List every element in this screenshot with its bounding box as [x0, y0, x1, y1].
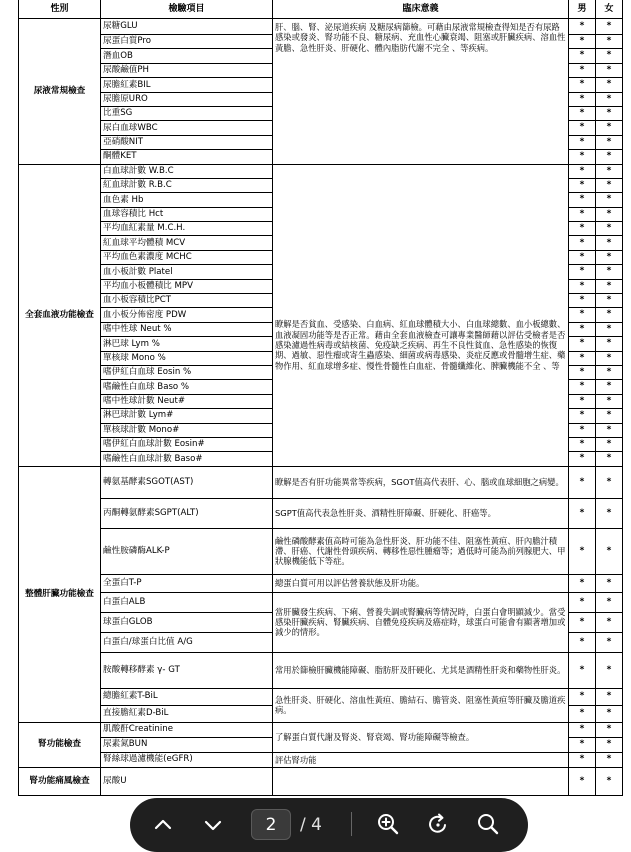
- female-mark: *: [596, 466, 623, 498]
- item-name: 平均血色素濃度 MCHC: [101, 250, 273, 264]
- female-mark: *: [596, 250, 623, 264]
- female-mark: *: [596, 409, 623, 423]
- header-category: 性別: [19, 0, 101, 19]
- male-mark: *: [569, 612, 596, 632]
- female-mark: *: [596, 705, 623, 722]
- item-name: 尿膽原URO: [101, 92, 273, 106]
- male-mark: *: [569, 722, 596, 737]
- female-mark: *: [596, 423, 623, 437]
- page-number-input[interactable]: 2: [251, 809, 291, 840]
- item-name: 單核球計數 Mono#: [101, 423, 273, 437]
- female-mark: *: [596, 63, 623, 77]
- female-mark: *: [596, 528, 623, 574]
- table-row: [19, 498, 623, 528]
- female-mark: *: [596, 380, 623, 394]
- desc-liver-sgot: 瞭解是否有肝功能異常等疾病，SGOT值高代表肝、心、腦或血球細胞之病變。: [273, 466, 569, 498]
- male-mark: *: [569, 351, 596, 365]
- zoom-in-button[interactable]: [373, 809, 403, 839]
- female-mark: *: [596, 236, 623, 250]
- item-name: 肌酸酐Creatinine: [101, 722, 273, 737]
- male-mark: *: [569, 574, 596, 592]
- male-mark: *: [569, 737, 596, 752]
- table-row: [19, 466, 623, 498]
- header-item: 檢驗項目: [101, 0, 273, 19]
- male-mark: *: [569, 250, 596, 264]
- table-row: [19, 752, 623, 767]
- female-mark: *: [596, 394, 623, 408]
- table-row: [19, 164, 623, 178]
- item-name: 胺酸轉移酵素 γ- GT: [101, 652, 273, 688]
- male-mark: *: [569, 528, 596, 574]
- item-name: 鹼性胺磷酶ALK-P: [101, 528, 273, 574]
- table-body: [19, 19, 623, 796]
- male-mark: *: [569, 466, 596, 498]
- male-mark: *: [569, 164, 596, 178]
- category-urine: 尿液常規檢查: [19, 19, 101, 165]
- table-row: [19, 688, 623, 705]
- item-name: 紅血球平均體積 MCV: [101, 236, 273, 250]
- toolbar-divider: [351, 812, 352, 836]
- item-name: 淋巴球計數 Lym#: [101, 409, 273, 423]
- male-mark: *: [569, 452, 596, 466]
- male-mark: *: [569, 767, 596, 795]
- male-mark: *: [569, 322, 596, 336]
- male-mark: *: [569, 178, 596, 192]
- male-mark: *: [569, 294, 596, 308]
- table-row: [19, 528, 623, 574]
- category-gout: 腎功能痛風檢查: [19, 767, 101, 795]
- male-mark: *: [569, 705, 596, 722]
- table-header-row: [19, 0, 623, 19]
- male-mark: *: [569, 632, 596, 652]
- item-name: 紅血球計數 R.B.C: [101, 178, 273, 192]
- item-name: 血小板容積比PCT: [101, 294, 273, 308]
- male-mark: *: [569, 265, 596, 279]
- male-mark: *: [569, 437, 596, 451]
- item-name: 比重SG: [101, 106, 273, 120]
- desc-urine: 肝、腦、腎、泌尿道疾病 及糖尿病篩檢。可藉由尿液常規檢查得知是否有尿路感染或發炎、腎功能不良、糖尿病、充血性心臟衰竭、阻塞或肝臟疾病、溶血性黃膽、急性肝炎、肝硬化、體內脂肪代謝不完全 、等疾病。: [273, 19, 569, 165]
- male-mark: *: [569, 35, 596, 49]
- female-mark: *: [596, 574, 623, 592]
- female-mark: *: [596, 178, 623, 192]
- male-mark: *: [569, 337, 596, 351]
- item-name: 血小板計數 Platel: [101, 265, 273, 279]
- item-name: 尿膽紅素BIL: [101, 78, 273, 92]
- item-name: 潛血OB: [101, 49, 273, 63]
- female-mark: *: [596, 222, 623, 236]
- header-meaning: 臨床意義: [273, 0, 569, 19]
- item-name: 嗜中性球計數 Neut#: [101, 394, 273, 408]
- male-mark: *: [569, 121, 596, 135]
- chevron-up-icon: [153, 815, 173, 835]
- male-mark: *: [569, 49, 596, 63]
- female-mark: *: [596, 688, 623, 705]
- female-mark: *: [596, 351, 623, 365]
- female-mark: *: [596, 193, 623, 207]
- male-mark: *: [569, 498, 596, 528]
- item-name: 血小板分佈密度 PDW: [101, 308, 273, 322]
- desc-gout: [273, 767, 569, 795]
- desc-blood: 瞭解是否貧血、受感染、白血病、紅血球體積大小、白血球總數、血小板總數、血液凝固功能等是否正常。藉由全套血液檢查可讓專業醫師藉以評估受檢者是否感染濾過性病毒或結核菌、免疫缺乏疾病、再生不良性貧血、急性感染的恢復期、過敏、惡性瘤或寄生蟲感染、細菌或病毒感染、炎症反應或骨髓增生症、藥物作用、紅血球增多症、慢性骨髓性白血症、骨髓纖維化、脾臟機能不全 、等: [273, 164, 569, 466]
- desc-kidney-egfr: 評估腎功能: [273, 752, 569, 767]
- rotate-icon: [426, 812, 450, 836]
- female-mark: *: [596, 337, 623, 351]
- item-name: 總膽紅素T-BiL: [101, 688, 273, 705]
- female-mark: *: [596, 365, 623, 379]
- item-name: 白蛋白ALB: [101, 592, 273, 612]
- female-mark: *: [596, 322, 623, 336]
- item-name: 尿白血球WBC: [101, 121, 273, 135]
- desc-liver-ggt: 常用於篩檢肝臟機能障礙、脂肪肝及肝硬化、尤其是酒精性肝炎和藥物性肝炎。: [273, 652, 569, 688]
- male-mark: *: [569, 592, 596, 612]
- zoom-in-icon: [376, 812, 400, 836]
- item-name: 白蛋白/球蛋白比值 A/G: [101, 632, 273, 652]
- search-icon: [476, 812, 500, 836]
- item-name: 丙酮轉氨酵素SGPT(ALT): [101, 498, 273, 528]
- male-mark: *: [569, 19, 596, 35]
- category-liver: 整體肝臟功能檢查: [19, 466, 101, 722]
- item-name: 亞硝酸NIT: [101, 135, 273, 149]
- male-mark: *: [569, 652, 596, 688]
- female-mark: *: [596, 78, 623, 92]
- desc-liver-protein: 當肝臟發生疾病、下痢、營養失調或腎臟病等情況時，白蛋白會明顯減少。當受感染肝臟疾病、腎臟疾病、自體免疫疾病及癌症時，球蛋白可能會有顯著增加或減少的情形。: [273, 592, 569, 652]
- header-female: 女: [596, 0, 623, 19]
- male-mark: *: [569, 409, 596, 423]
- female-mark: *: [596, 106, 623, 120]
- female-mark: *: [596, 612, 623, 632]
- female-mark: *: [596, 737, 623, 752]
- table-row: [19, 722, 623, 737]
- male-mark: *: [569, 308, 596, 322]
- female-mark: *: [596, 135, 623, 149]
- table-row: [19, 592, 623, 612]
- rotate-button[interactable]: [423, 809, 453, 839]
- female-mark: *: [596, 452, 623, 466]
- male-mark: *: [569, 207, 596, 221]
- female-mark: *: [596, 767, 623, 795]
- male-mark: *: [569, 236, 596, 250]
- item-name: 腎絲球過濾機能(eGFR): [101, 752, 273, 767]
- item-name: 酮體KET: [101, 150, 273, 164]
- item-name: 尿酸鹼值PH: [101, 63, 273, 77]
- desc-liver-alkp: 鹼性磷酸酵素值高時可能為急性肝炎、肝功能不佳、阻塞性黃疸、肝內膽汁積滯、肝癌、代謝性骨頭疾病、轉移性惡性腫瘤等；過低時可能為前列腺肥大、甲狀腺機能低下等症。: [273, 528, 569, 574]
- male-mark: *: [569, 394, 596, 408]
- male-mark: *: [569, 423, 596, 437]
- female-mark: *: [596, 265, 623, 279]
- male-mark: *: [569, 365, 596, 379]
- female-mark: *: [596, 164, 623, 178]
- desc-kidney: 了解蛋白質代謝及腎炎、腎衰竭、腎功能障礙等檢查。: [273, 722, 569, 752]
- male-mark: *: [569, 92, 596, 106]
- item-name: 嗜鹼性白血球計數 Baso#: [101, 452, 273, 466]
- female-mark: *: [596, 294, 623, 308]
- item-name: 白血球計數 W.B.C: [101, 164, 273, 178]
- male-mark: *: [569, 150, 596, 164]
- item-name: 尿蛋白質Pro: [101, 35, 273, 49]
- item-name: 平均血小板體積比 MPV: [101, 279, 273, 293]
- female-mark: *: [596, 652, 623, 688]
- item-name: 血球容積比 Hct: [101, 207, 273, 221]
- item-name: 淋巴球 Lym %: [101, 337, 273, 351]
- female-mark: *: [596, 437, 623, 451]
- header-male: 男: [569, 0, 596, 19]
- table-row: [19, 19, 623, 35]
- desc-liver-bil: 急性肝炎、肝硬化、溶血性黃疸、膽結石、膽管炎、阻塞性黃疸等肝臟及膽道疾病。: [273, 688, 569, 722]
- male-mark: *: [569, 279, 596, 293]
- female-mark: *: [596, 279, 623, 293]
- table-row: [19, 574, 623, 592]
- female-mark: *: [596, 308, 623, 322]
- item-name: 嗜伊紅白血球計數 Eosin#: [101, 437, 273, 451]
- desc-liver-sgpt: SGPT值高代表急性肝炎、酒精性肝障礙、肝硬化、肝癌等。: [273, 498, 569, 528]
- female-mark: *: [596, 19, 623, 35]
- page-total-label: / 4: [300, 815, 322, 835]
- female-mark: *: [596, 722, 623, 737]
- next-page-button[interactable]: [198, 810, 228, 840]
- female-mark: *: [596, 121, 623, 135]
- chevron-down-icon: [203, 815, 223, 835]
- table-row: [19, 767, 623, 795]
- previous-page-button[interactable]: [148, 810, 178, 840]
- male-mark: *: [569, 222, 596, 236]
- item-name: 平均血紅素量 M.C.H.: [101, 222, 273, 236]
- category-kidney: 腎功能檢查: [19, 722, 101, 767]
- item-name: 尿糖GLU: [101, 19, 273, 35]
- female-mark: *: [596, 35, 623, 49]
- male-mark: *: [569, 78, 596, 92]
- desc-liver-tp: 總蛋白質可用以評估營養狀態及肝功能。: [273, 574, 569, 592]
- item-name: 嗜伊紅白血球 Eosin %: [101, 365, 273, 379]
- item-name: 嗜中性球 Neut %: [101, 322, 273, 336]
- female-mark: *: [596, 49, 623, 63]
- male-mark: *: [569, 193, 596, 207]
- male-mark: *: [569, 380, 596, 394]
- item-name: 全蛋白T-P: [101, 574, 273, 592]
- item-name: 尿酸U: [101, 767, 273, 795]
- female-mark: *: [596, 498, 623, 528]
- female-mark: *: [596, 592, 623, 612]
- female-mark: *: [596, 752, 623, 767]
- item-name: 尿素氮BUN: [101, 737, 273, 752]
- item-name: 嗜鹼性白血球 Baso %: [101, 380, 273, 394]
- female-mark: *: [596, 150, 623, 164]
- male-mark: *: [569, 135, 596, 149]
- item-name: 球蛋白GLOB: [101, 612, 273, 632]
- table-row: [19, 652, 623, 688]
- search-button[interactable]: [473, 809, 503, 839]
- category-blood: 全套血液功能檢查: [19, 164, 101, 466]
- male-mark: *: [569, 752, 596, 767]
- item-name: 單核球 Mono %: [101, 351, 273, 365]
- document-page: [18, 0, 622, 796]
- male-mark: *: [569, 688, 596, 705]
- pdf-viewer-toolbar: [130, 798, 528, 852]
- item-name: 直接膽紅素D-BiL: [101, 705, 273, 722]
- male-mark: *: [569, 106, 596, 120]
- item-name: 血色素 Hb: [101, 193, 273, 207]
- item-name: 轉氨基酵素SGOT(AST): [101, 466, 273, 498]
- male-mark: *: [569, 63, 596, 77]
- female-mark: *: [596, 207, 623, 221]
- female-mark: *: [596, 632, 623, 652]
- female-mark: *: [596, 92, 623, 106]
- health-check-table: [18, 0, 623, 796]
